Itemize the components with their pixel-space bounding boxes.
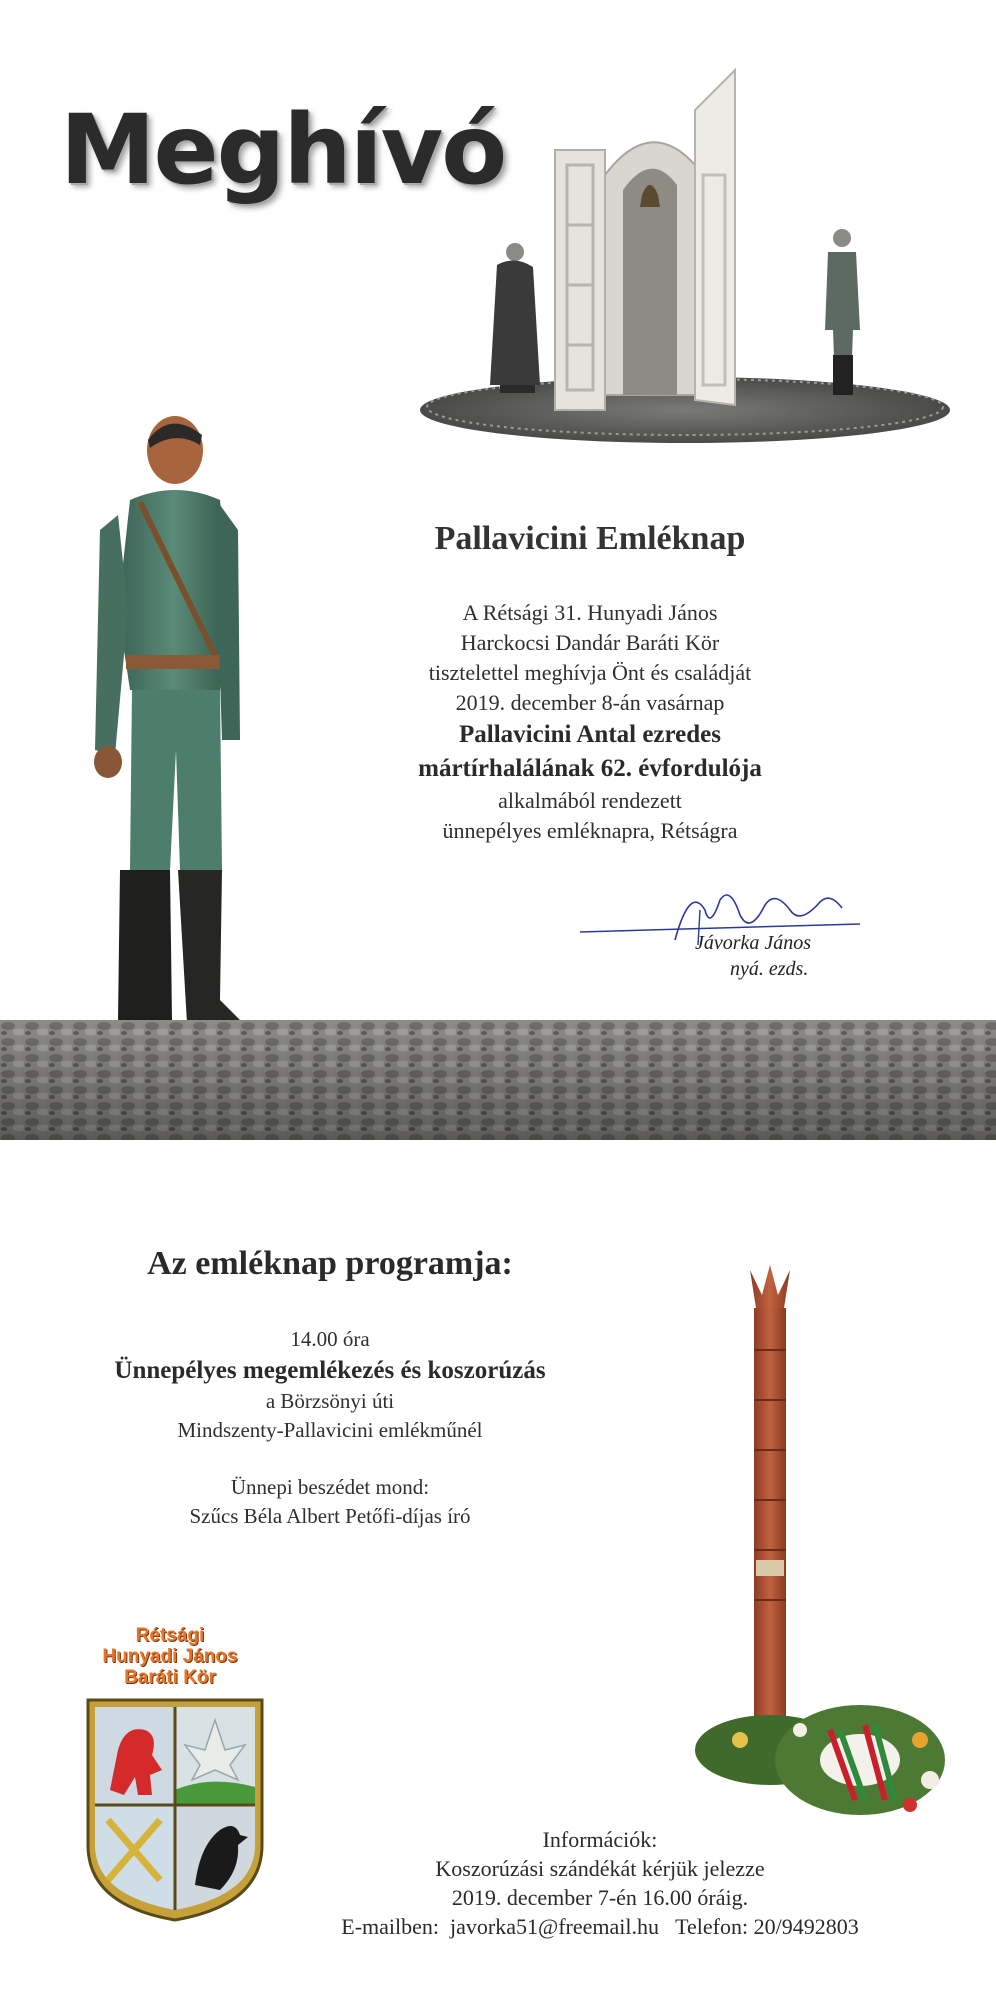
speech-label: Ünnepi beszédet mond: [230, 1475, 430, 1499]
info-block [260, 1825, 940, 1941]
info-line: Koszorúzási szándékát kérjük jelezze [435, 1856, 765, 1881]
email-label: E-mailben: [341, 1914, 439, 1939]
crest-icon [80, 1695, 270, 1925]
signature-rank: nyá. ezds. [730, 958, 809, 980]
email-link[interactable]: javorka51@freemail.hu [450, 1914, 660, 1939]
cobblestone-band [0, 1020, 996, 1140]
page-title: Meghívó [60, 94, 506, 206]
invitation-highlight: mártírhalálának 62. évfordulója [418, 755, 762, 782]
invitation-line: A Rétsági 31. Hunyadi János [462, 600, 718, 625]
program-event: Ünnepélyes megemlékezés és koszorúzás [114, 1357, 546, 1384]
statue-illustration [70, 410, 250, 1050]
event-title: Pallavicini Emléknap [434, 520, 746, 557]
info-label: Információk: [542, 1827, 658, 1852]
signature-block [590, 880, 890, 1000]
monument-illustration [405, 55, 965, 455]
memorial-pole-illustration [680, 1260, 980, 1830]
invitation-date: 2019. december 8-án vasárnap [455, 690, 725, 715]
program-location: a Börzsönyi úti [265, 1389, 395, 1413]
program-title: Az emléknap programja: [147, 1245, 513, 1282]
invitation-line: ünnepélyes emléknapra, Rétságra [442, 818, 738, 843]
signature-name: Jávorka János [695, 932, 812, 954]
logo-line: Rétsági [135, 1625, 205, 1646]
invitation-line: Harckocsi Dandár Baráti Kör [460, 630, 720, 655]
logo-line: Baráti Kör [124, 1667, 216, 1688]
contact-line [260, 1912, 940, 1941]
phone-label: Telefon: [675, 1914, 749, 1939]
invitation-line: tisztelettel meghívja Önt és családját [428, 660, 752, 685]
logo-text [70, 1625, 270, 1688]
invitation-line: alkalmából rendezett [498, 788, 682, 813]
speaker: Szűcs Béla Albert Petőfi-díjas író [189, 1504, 471, 1528]
logo-line: Hunyadi János [102, 1646, 238, 1667]
invitation-highlight: Pallavicini Antal ezredes [458, 721, 721, 748]
program-time: 14.00 óra [290, 1327, 370, 1351]
program-location: Mindszenty-Pallavicini emlékműnél [177, 1418, 483, 1442]
invitation-block [340, 520, 840, 846]
phone-number[interactable]: 20/9492803 [753, 1914, 859, 1939]
program-block [40, 1325, 620, 1531]
info-deadline: 2019. december 7-én 16.00 óráig. [451, 1885, 749, 1910]
